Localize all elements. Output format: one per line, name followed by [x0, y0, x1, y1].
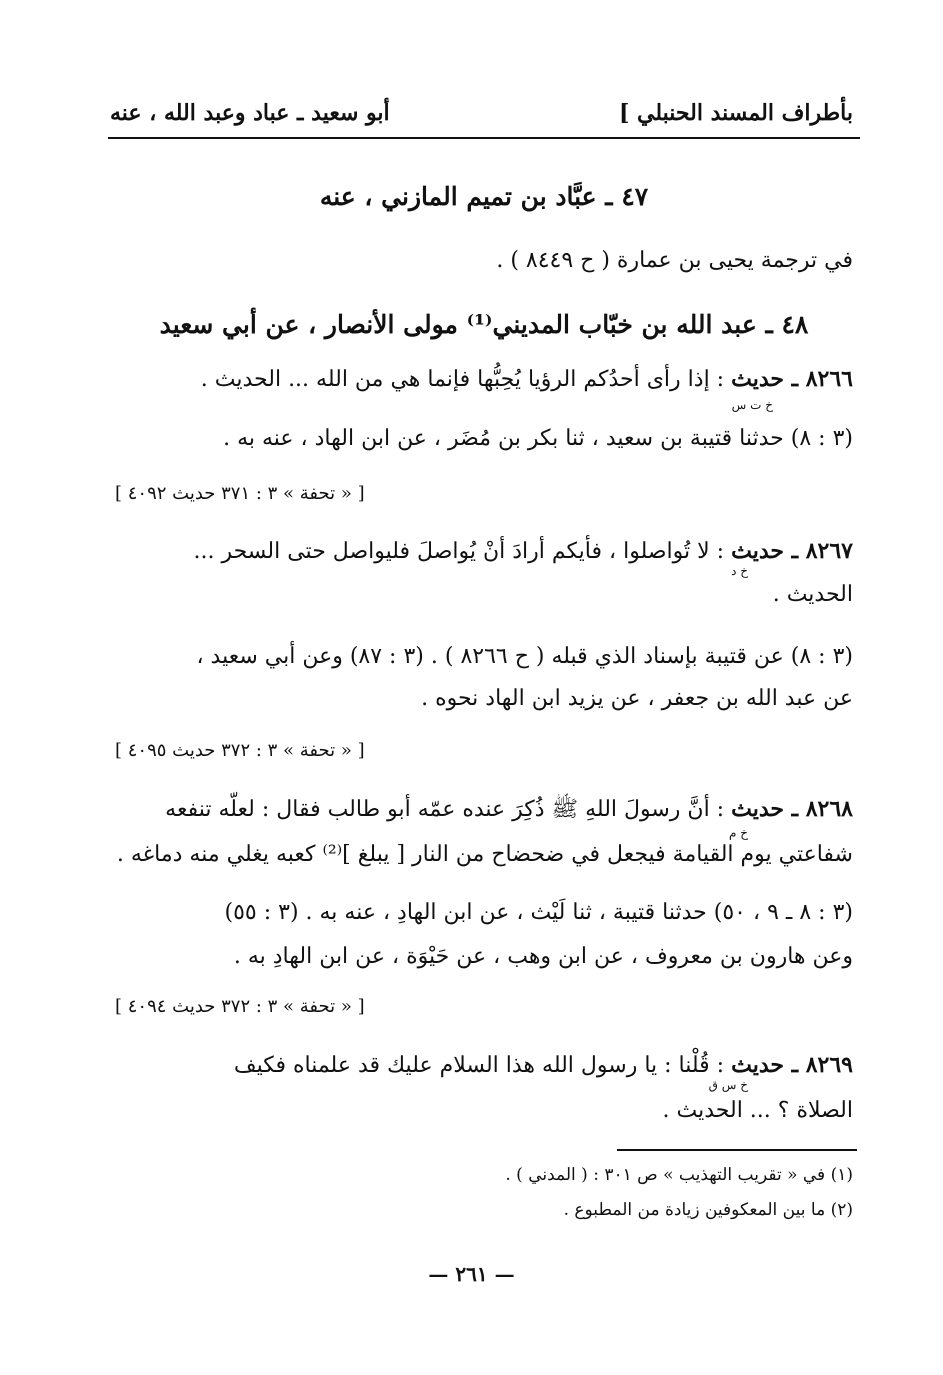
- hadith-number: ٨٢٦٧ ـ حديث: [731, 538, 853, 564]
- hadith-sigla: خ ت س: [731, 398, 773, 412]
- hadith-sigla: خ س ق: [708, 1078, 748, 1092]
- tuhfa-reference: [ « تحفة » ٣ : ٣٧٢ حديث ٤٠٩٤ ]: [115, 996, 365, 1017]
- hadith-8267-line: [193, 538, 853, 564]
- hadith-number: ٨٢٦٦ ـ حديث: [731, 366, 853, 392]
- hadith-8269-line: [234, 1052, 853, 1078]
- hadith-8266-line: [201, 366, 853, 392]
- tuhfa-reference: [ « تحفة » ٣ : ٣٧١ حديث ٤٠٩٢ ]: [115, 483, 365, 504]
- hadith-8268-line2: شفاعتي يوم القيامة فيجعل في ضحضاح من النار [ يبلغ ]⁽²⁾ كعبه يغلي منه دماغه .: [116, 842, 853, 867]
- hadith-8268-line: [165, 795, 853, 827]
- section-title-48: ٤٨ ـ عبد الله بن خبّاب المديني⁽¹⁾ مولى الأنصار ، عن أبي سعيد: [159, 310, 809, 339]
- hadith-sigla: خ م: [729, 826, 748, 840]
- tuhfa-reference: [ « تحفة » ٣ : ٣٧٢ حديث ٤٠٩٥ ]: [115, 740, 365, 761]
- header-rule: [108, 137, 860, 139]
- hadith-text: : لا تُواصلوا ، فأيكم أرادَ أنْ يُواصلَ فليواصل حتى السحر ...: [193, 539, 725, 564]
- running-header-left: أبو سعيد ـ عباد وعبد الله ، عنه: [110, 100, 390, 126]
- hadith-8269-line2: الصلاة ؟ ... الحديث .: [662, 1098, 853, 1123]
- hadith-text: : قُلْنا : يا رسول الله هذا السلام عليك قد علمناه فكيف: [233, 1053, 725, 1078]
- hadith-text: : أنَّ رسولَ اللهِ ﷺ ذُكِرَ عنده عمّه أبو طالب فقال : لعلّه تنفعه: [165, 797, 725, 822]
- section-title-47: ٤٧ ـ عبَّاد بن تميم المازني ، عنه: [319, 182, 649, 211]
- hadith-number: ٨٢٦٩ ـ حديث: [731, 1052, 853, 1078]
- footnote-1: (١) في « تقريب التهذيب » ص ٣٠١ : ( المدني ) .: [505, 1165, 853, 1185]
- running-header-right: بأطراف المسند الحنبلي ]: [618, 100, 853, 126]
- page-number: — ٢٦١ —: [428, 1262, 515, 1286]
- hadith-8267-isnad: (٣ : ٨) عن قتيبة بإسناد الذي قبله ( ح ٨٢٦٦ ) . (٣ : ٨٧) وعن أبي سعيد ،: [196, 644, 853, 669]
- section-47-line: في ترجمة يحيى بن عمارة ( ح ٨٤٤٩ ) .: [496, 248, 853, 273]
- hadith-8266-isnad: (٣ : ٨) حدثنا قتيبة بن سعيد ، ثنا بكر بن مُضَر ، عن ابن الهاد ، عنه به .: [223, 426, 853, 451]
- hadith-8267-isnad2: عن عبد الله بن جعفر ، عن يزيد ابن الهاد نحوه .: [421, 686, 853, 711]
- hadith-8268-isnad: (٣ : ٨ ـ ٩ ، ٥٠) حدثنا قتيبة ، ثنا لَيْث ، عن ابن الهادِ ، عنه به . (٣ : ٥٥): [224, 900, 853, 925]
- hadith-number: ٨٢٦٨ ـ حديث: [731, 796, 853, 822]
- hadith-text: : إذا رأى أحدُكم الرؤيا يُحِبُّها فإنما هي من الله ... الحديث .: [200, 367, 725, 392]
- hadith-8268-isnad2: وعن هارون بن معروف ، عن ابن وهب ، عن حَيْوَة ، عن ابن الهادِ به .: [233, 944, 853, 969]
- hadith-sigla: خ د: [731, 564, 748, 578]
- hadith-8267-line2: الحديث .: [772, 582, 853, 607]
- footnote-rule: [617, 1149, 857, 1151]
- footnote-2: (٢) ما بين المعكوفين زيادة من المطبوع .: [563, 1200, 853, 1220]
